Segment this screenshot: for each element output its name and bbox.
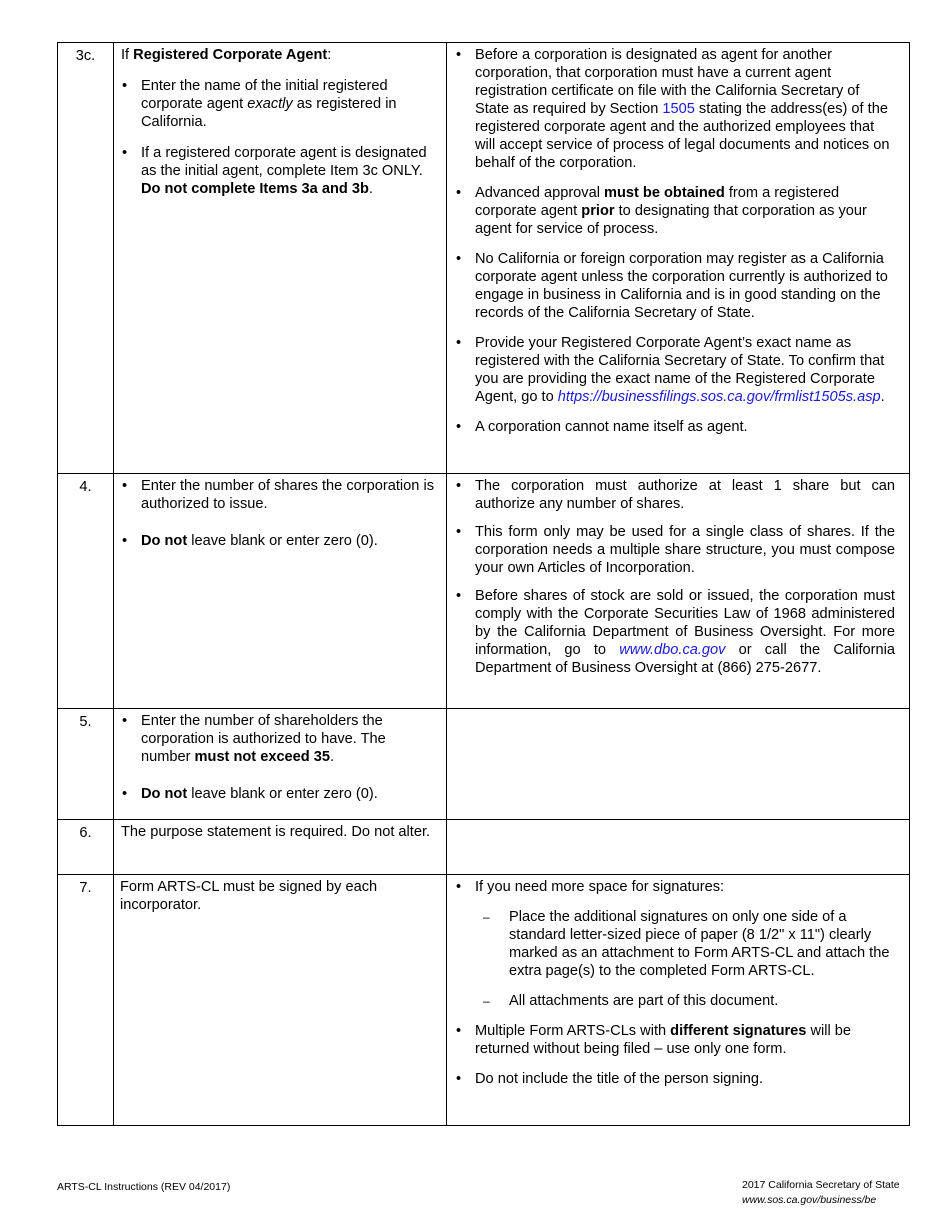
item-number: 5. — [58, 709, 114, 820]
list-item: • Enter the number of shareholders the corporation is authorized to have. The number must not exceed 35. — [121, 712, 434, 766]
item-notes — [447, 474, 910, 709]
instruction-list — [121, 477, 434, 550]
table-row — [58, 474, 910, 709]
copyright-footer — [742, 1178, 900, 1208]
notes-list — [455, 46, 895, 436]
item-instructions — [114, 709, 447, 820]
dbo-link[interactable]: www.dbo.ca.gov — [619, 642, 726, 658]
list-item: • Advanced approval must be obtained from a registered corporate agent prior to designating that corporation as your agent for service of process. — [455, 184, 895, 238]
item-instructions — [114, 474, 447, 709]
notes-list — [455, 878, 895, 1088]
table-row — [58, 820, 910, 875]
sos-website-link[interactable]: www.sos.ca.gov/business/be — [742, 1194, 877, 1206]
copyright-text: 2017 California Secretary of State — [742, 1179, 900, 1191]
list-item: • Enter the name of the initial registered corporate agent exactly as registered in California. — [121, 77, 434, 131]
notes-list — [455, 477, 895, 677]
sub-list-item: – All attachments are part of this document. — [475, 992, 895, 1010]
item-number: 3c. — [58, 43, 114, 474]
item-notes — [447, 43, 910, 474]
businessfilings-link[interactable]: https://businessfilings.sos.ca.gov/frmlist1505s.asp — [557, 389, 881, 405]
item-notes-empty — [447, 709, 910, 820]
instructions-table — [57, 42, 910, 1126]
item-heading: If Registered Corporate Agent: — [121, 47, 332, 63]
list-item: • Provide your Registered Corporate Agent’s exact name as registered with the California Secretary of State. To confirm that you are providing the exact name of the Registered Corporate Agent, go to https://businessfilings.sos.ca.gov/frmlist1505s.asp. — [455, 334, 895, 406]
table-row — [58, 709, 910, 820]
instruction-list — [121, 712, 434, 803]
sub-list — [475, 908, 895, 1010]
instruction-list — [121, 77, 434, 198]
list-item: • Do not leave blank or enter zero (0). — [121, 532, 434, 550]
list-item: • Before a corporation is designated as agent for another corporation, that corporation must have a current agent registration certificate on file with the California Secretary of State as required by Section 1505 stating the address(es) of the registered corporate agent and the authorized employees that will accept service of process of legal documents and notices on behalf of the corporation. — [455, 46, 895, 172]
list-item: • Multiple Form ARTS-CLs with different signatures will be returned without being filed – use only one form. — [455, 1022, 895, 1058]
list-item: • Before shares of stock are sold or issued, the corporation must comply with the Corporate Securities Law of 1968 administered by the California Department of Business Oversight. For more information, go to www.dbo.ca.gov or call the California Department of Business Oversight at (866) 275-2677. — [455, 587, 895, 677]
list-item: • The corporation must authorize at least 1 share but can authorize any number of shares. — [455, 477, 895, 513]
item-notes — [447, 875, 910, 1126]
item-number: 4. — [58, 474, 114, 709]
table-row — [58, 875, 910, 1126]
sub-list-item: – Place the additional signatures on only one side of a standard letter-sized piece of paper (8 1/2" x 11") clearly marked as an attachment to Form ARTS-CL and attach the extra page(s) to the completed Form ARTS-CL. — [475, 908, 895, 980]
list-item: • Do not leave blank or enter zero (0). — [121, 785, 434, 803]
table-row — [58, 43, 910, 474]
list-item: • If you need more space for signatures: – Place the additional signatures on only one side of a standard letter-sized piece of paper (8 1/2" x 11") clearly marked as an attachment to Form ARTS-CL and attach the extra page(s) to the completed Form ARTS-CL. – All attachments are part of this document. — [455, 878, 895, 1010]
item-instructions: Form ARTS-CL must be signed by each incorporator. — [114, 875, 447, 1126]
item-instructions: The purpose statement is required. Do not alter. — [114, 820, 447, 875]
list-item: • If a registered corporate agent is designated as the initial agent, complete Item 3c ONLY. Do not complete Items 3a and 3b. — [121, 144, 434, 198]
section-1505-link[interactable]: 1505 — [662, 101, 695, 117]
list-item: • No California or foreign corporation may register as a California corporate agent unless the corporation currently is authorized to engage in business in California and is in good standing on the records of the California Secretary of State. — [455, 250, 895, 322]
list-item: • This form only may be used for a single class of shares. If the corporation needs a multiple share structure, you must compose your own Articles of Incorporation. — [455, 523, 895, 577]
list-item: • A corporation cannot name itself as agent. — [455, 418, 895, 436]
item-instructions — [114, 43, 447, 474]
item-number: 7. — [58, 875, 114, 1126]
item-number: 6. — [58, 820, 114, 875]
item-notes-empty — [447, 820, 910, 875]
list-item: • Do not include the title of the person signing. — [455, 1070, 895, 1088]
list-item: • Enter the number of shares the corporation is authorized to issue. — [121, 477, 434, 513]
form-revision-footer: ARTS-CL Instructions (REV 04/2017) — [57, 1181, 231, 1193]
